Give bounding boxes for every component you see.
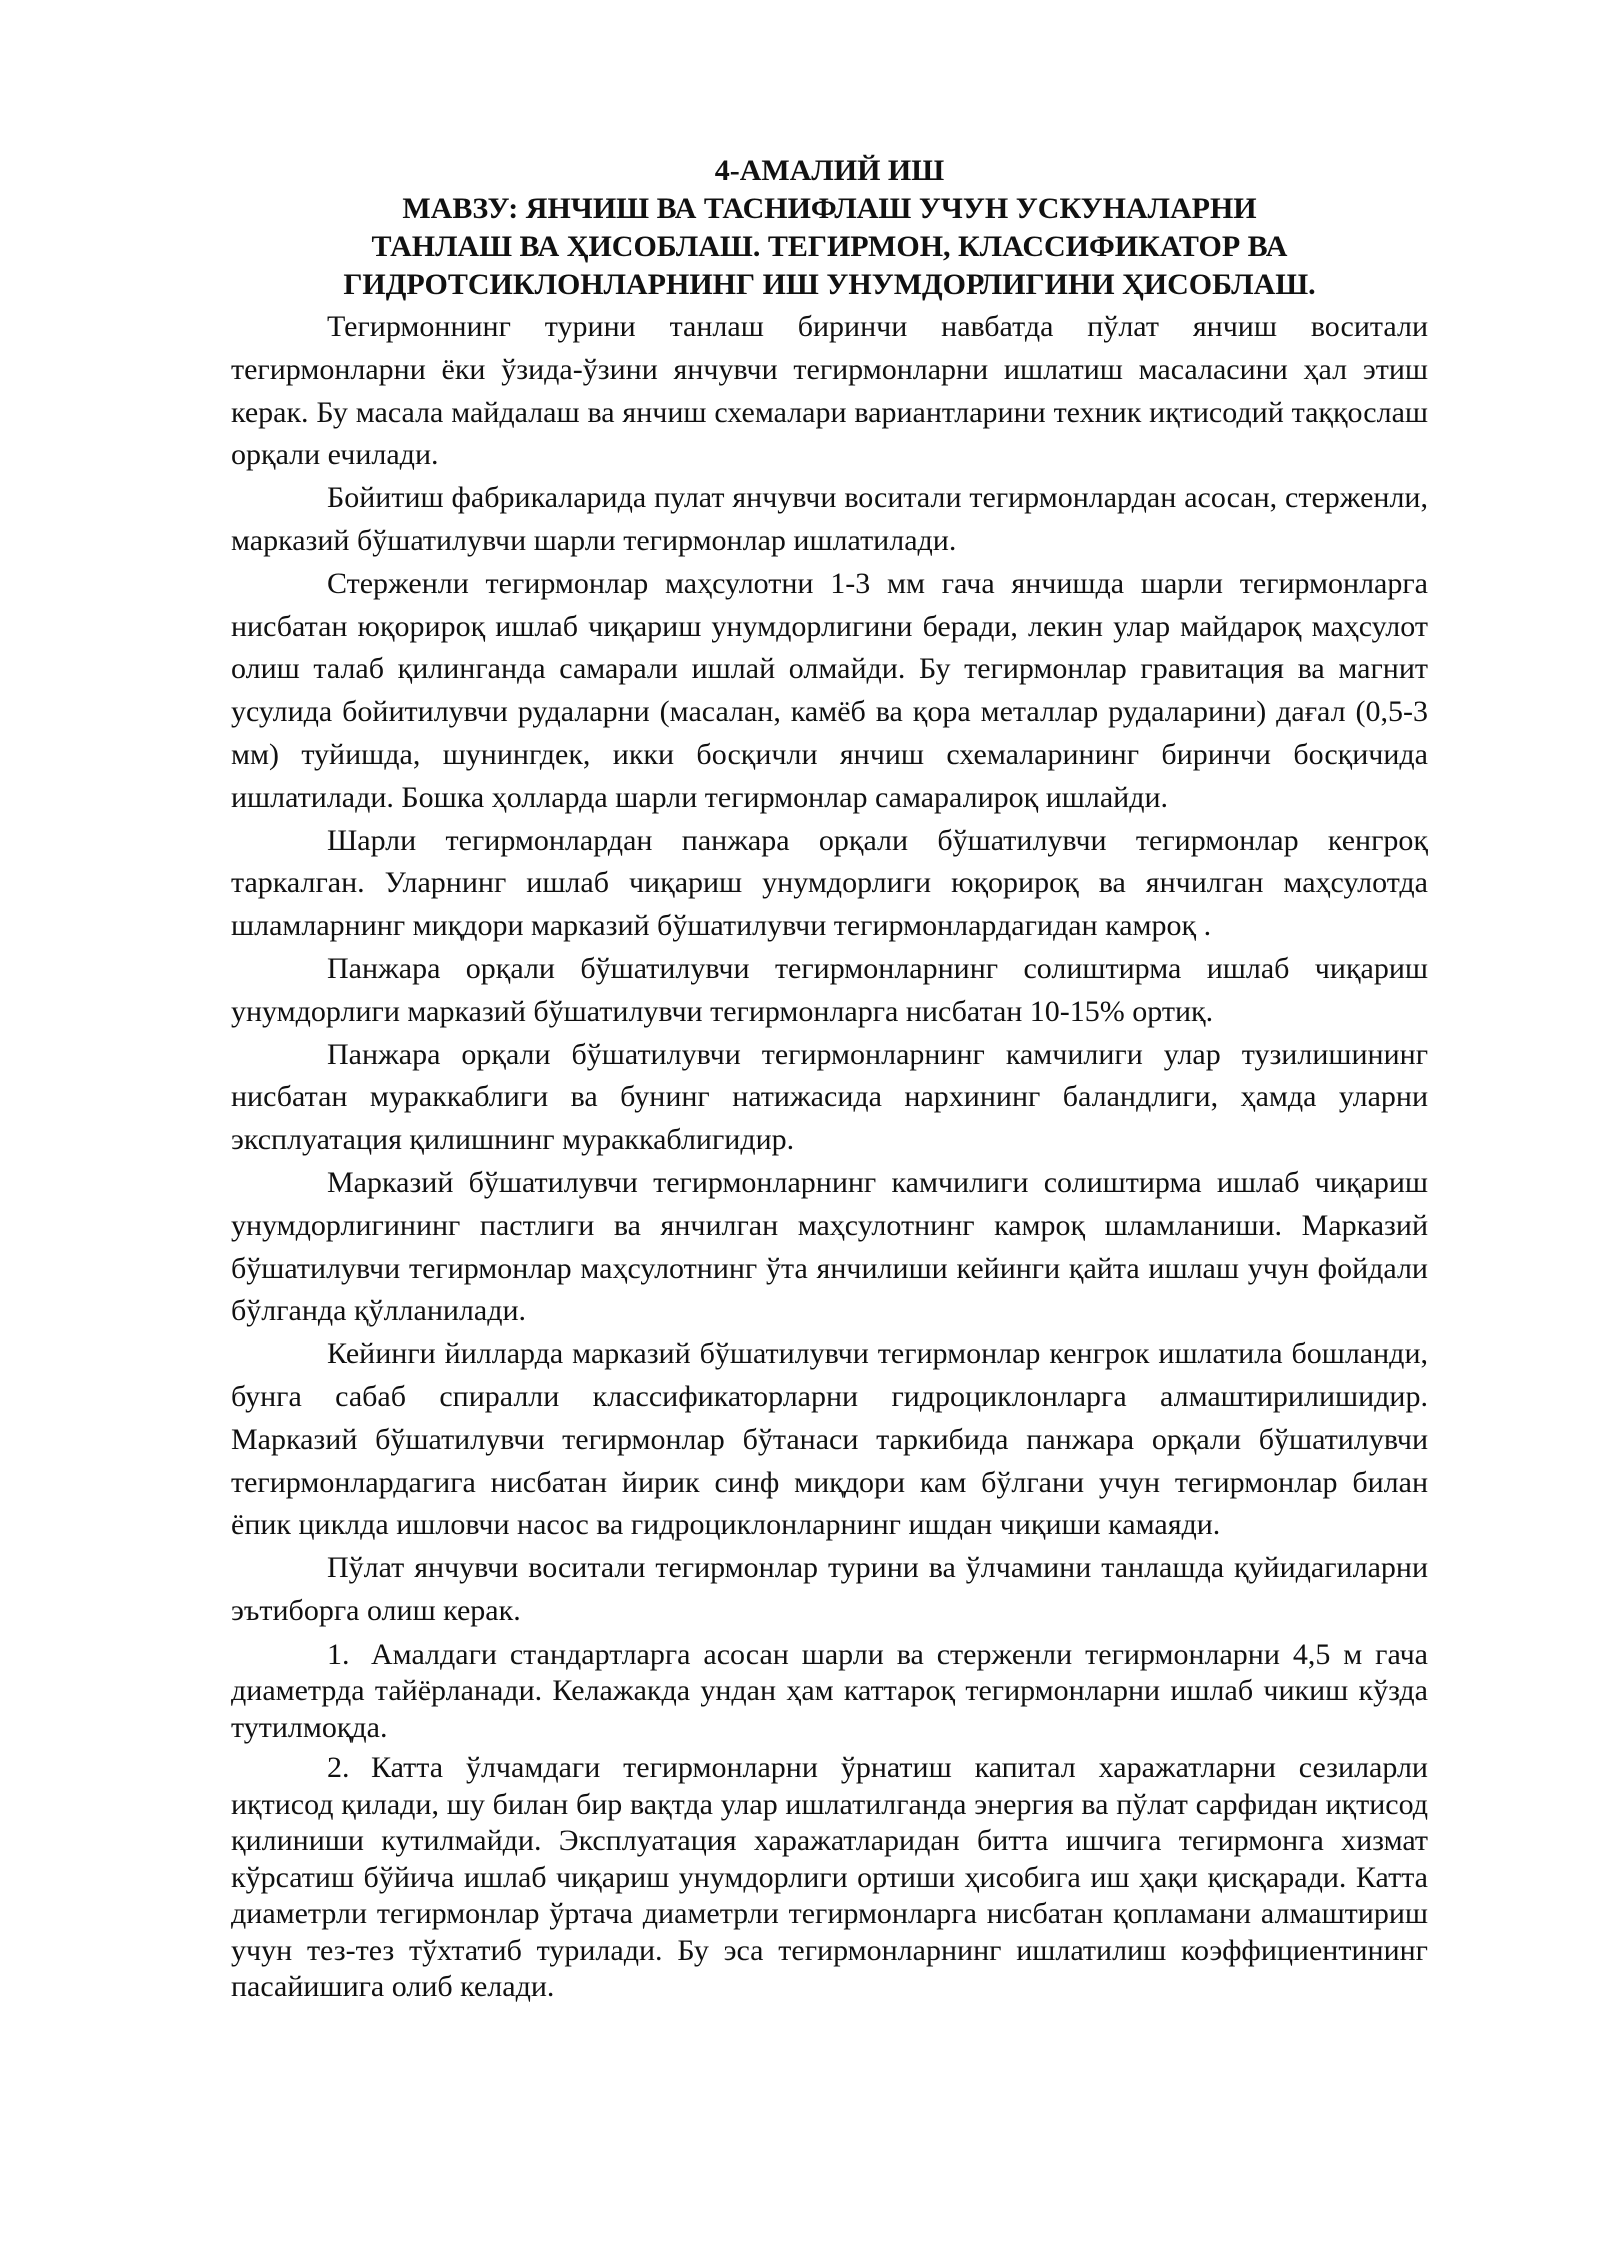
paragraph-4: Шарли тегирмонлардан панжара орқали бўшатилувчи тегирмонлар кенгроқ таркалган. Уларнинг ишлаб чиқариш унумдорлиги юқорироқ ва янчилган маҳсулотда шламларнинг миқдори марказий бўшатилувчи тегирмонлардагидан камроқ . xyxy=(231,823,1428,943)
paragraph-3: Стерженли тегирмонлар маҳсулотни 1-3 мм гача янчишда шарли тегирмонларга нисбатан юқорироқ ишлаб чиқариш унумдорлигини беради, лекин улар майдароқ маҳсулот олиш талаб қилинганда самарали ишлай олмайди. Бу тегирмонлар гравитация ва магнит усулида бойитилувчи рудаларни (масалан, камёб ва қора металлар рудаларини) дағал (0,5-3 мм) туйишда, шунингдек, икки босқичли янчиш схемаларининг биринчи босқичида ишлатилади. Бошка ҳолларда шарли тегирмонлар самаралироқ ишлайди. xyxy=(231,566,1428,814)
list-item-number: 2. xyxy=(327,1751,350,1785)
heading-line-2: МАВЗУ: ЯНЧИШ ВА ТАСНИФЛАШ УЧУН УСКУНАЛАРНИ xyxy=(402,192,1257,225)
heading-line-4: ГИДРОТСИКЛОНЛАРНИНГ ИШ УНУМДОРЛИГИНИ ҲИСОБЛАШ. xyxy=(343,268,1316,301)
list-item-1 xyxy=(231,1637,1428,1747)
document-heading xyxy=(231,152,1428,304)
list-item-2 xyxy=(231,1750,1428,2006)
list-item-number: 1. xyxy=(327,1637,350,1671)
paragraph-8: Кейинги йилларда марказий бўшатилувчи тегирмонлар кенгрок ишлатила бошланди, бунга сабаб спиралли классификаторларни гидроциклонларга алмаштирилишидир. Марказий бўшатилувчи тегирмонлар бўтанаси таркибида панжара орқали бўшатилувчи тегирмонлардагига нисбатан йирик синф миқдори кам бўлгани учун тегирмонлар билан ёпик циклда ишловчи насос ва гидроциклонларнинг ишдан чиқиши камаяди. xyxy=(231,1337,1428,1542)
paragraph-7: Марказий бўшатилувчи тегирмонларнинг камчилиги солиштирма ишлаб чиқариш унумдорлигининг пастлиги ва янчилган маҳсулотнинг камроқ шламланиши. Марказий бўшатилувчи тегирмонлар маҳсулотнинг ўта янчилиши кейинги қайта ишлаш учун фойдали бўлганда қўлланилади. xyxy=(231,1165,1428,1328)
heading-line-3: ТАНЛАШ ВА ҲИСОБЛАШ. ТЕГИРМОН, КЛАССИФИКАТОР ВА xyxy=(371,230,1288,263)
document-page xyxy=(231,152,1428,2010)
paragraph-5: Панжара орқали бўшатилувчи тегирмонларнинг солиштирма ишлаб чиқариш унумдорлиги марказий бўшатилувчи тегирмонларга нисбатан 10-15% ортиқ. xyxy=(231,951,1428,1028)
paragraph-2: Бойитиш фабрикаларида пулат янчувчи воситали тегирмонлардан асосан, стерженли, марказий бўшатилувчи шарли тегирмонлар ишлатилади. xyxy=(231,481,1428,557)
list-item-text: Катта ўлчамдаги тегирмонларни ўрнатиш капитал харажатларни сезиларли иқтисод қилади, шу билан бир вақтда улар ишлатилганда энергия ва пўлат сарфидан иқтисод қилиниши кутилмайди. Эксплуатация харажатларидан битта ишчига тегирмонга хизмат кўрсатиш бўйича ишлаб чиқариш унумдорлиги ортиши ҳисобига иш ҳақи қисқаради. Катта диаметрли тегирмонлар ўртача диаметрли тегирмонларга нисбатан қопламани алмаштириш учун тез-тез тўхтатиб турилади. Бу эса тегирмонларнинг ишлатилиш коэффициентининг пасайишига олиб келади. xyxy=(231,1751,1428,2004)
heading-line-1: 4-АМАЛИЙ ИШ xyxy=(714,154,945,187)
paragraph-1: Тегирмоннинг турини танлаш биринчи навбатда пўлат янчиш воситали тегирмонларни ёки ўзида-ўзини янчувчи тегирмонларни ишлатиш масаласини ҳал этиш керак. Бу масала майдалаш ва янчиш схемалари вариантларини техник иқтисодий таққослаш орқали ечилади. xyxy=(231,310,1428,472)
list-item-text: Амалдаги стандартларга асосан шарли ва стерженли тегирмонларни 4,5 м гача диаметрда тайёрланади. Келажакда ундан ҳам каттароқ тегирмонларни ишлаб чикиш кўзда тутилмоқда. xyxy=(231,1637,1428,1744)
paragraph-9: Пўлат янчувчи воситали тегирмонлар турини ва ўлчамини танлашда қуйидагиларни эътиборга олиш керак. xyxy=(231,1551,1428,1627)
paragraph-6: Панжара орқали бўшатилувчи тегирмонларнинг камчилиги улар тузилишининг нисбатан мураккаблиги ва бунинг натижасида нархининг баландлиги, ҳамда уларни эксплуатация қилишнинг мураккаблигидир. xyxy=(231,1037,1428,1157)
